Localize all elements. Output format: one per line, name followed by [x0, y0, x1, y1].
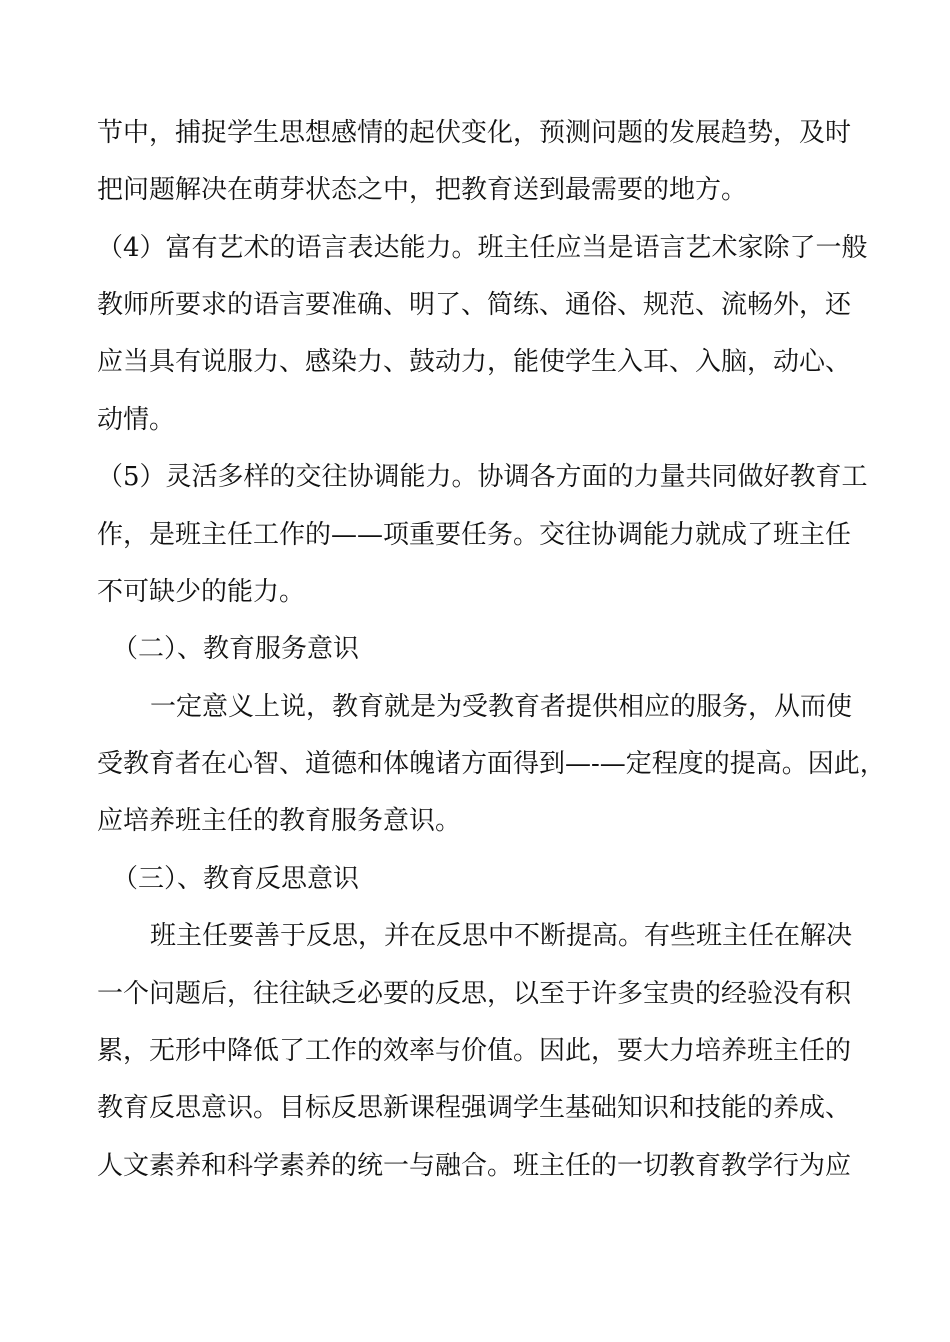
paragraph-first-line: 一定意义上说，教育就是为受教育者提供相应的服务，从而使	[150, 692, 853, 722]
text-line: 作，是班主任工作的——项重要任务。交往协调能力就成了班主任	[97, 520, 852, 550]
text-line: 把问题解决在萌芽状态之中，把教育送到最需要的地方。	[97, 175, 748, 205]
text-line: （5）灵活多样的交往协调能力。协调各方面的力量共同做好教育工	[97, 462, 868, 492]
text-line: 教师所要求的语言要准确、明了、简练、通俗、规范、流畅外，还	[97, 290, 852, 320]
text-line: 教育反思意识。目标反思新课程强调学生基础知识和技能的养成、	[97, 1093, 852, 1123]
paragraph-first-line: 班主任要善于反思，并在反思中不断提高。有些班主任在解决	[150, 921, 853, 951]
section-heading: （二）、教育服务意识	[112, 634, 360, 664]
text-line: 人文素养和科学素养的统一与融合。班主任的一切教育教学行为应	[97, 1151, 852, 1181]
text-line: 一个问题后，往往缺乏必要的反思，以至于许多宝贵的经验没有积	[97, 979, 852, 1009]
text-line: 应当具有说服力、感染力、鼓动力，能使学生入耳、入脑，动心、	[97, 347, 852, 377]
text-line: 累，无形中降低了工作的效率与价值。因此，要大力培养班主任的	[97, 1036, 852, 1066]
text-line: 应培养班主任的教育服务意识。	[97, 806, 462, 836]
text-line: （4）富有艺术的语言表达能力。班主任应当是语言艺术家除了一般	[97, 233, 868, 263]
section-heading: （三）、教育反思意识	[112, 864, 360, 894]
text-line: 动情。	[97, 405, 176, 435]
text-line: 不可缺少的能力。	[97, 577, 306, 607]
text-line: 节中，捕捉学生思想感情的起伏变化，预测问题的发展趋势，及时	[97, 118, 852, 148]
text-line: 受教育者在心智、道德和体魄诸方面得到—-—定程度的提高。因此，	[97, 749, 886, 779]
